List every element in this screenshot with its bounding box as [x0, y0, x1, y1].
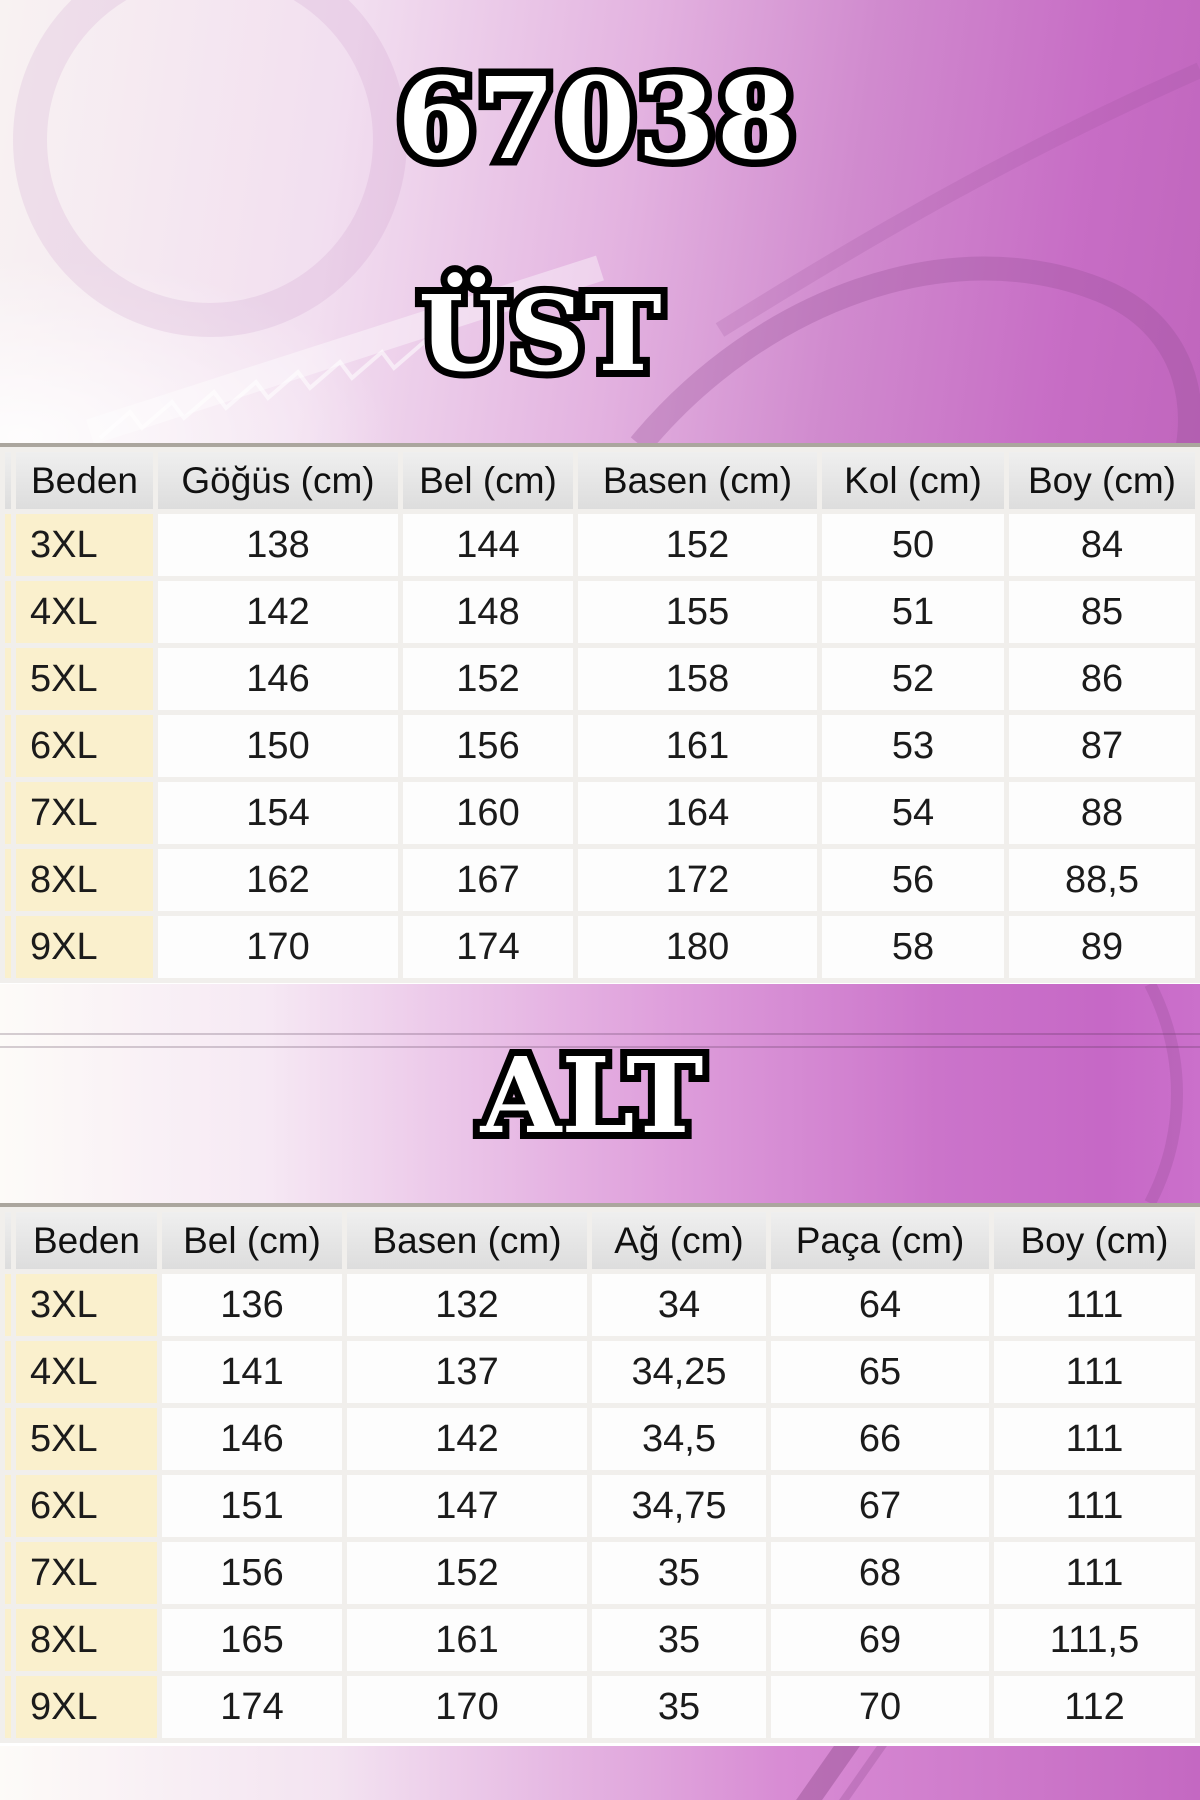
row-sliver	[5, 1274, 11, 1336]
size-value-cell: 85	[1009, 581, 1195, 643]
header-cell: Bel (cm)	[403, 452, 573, 509]
size-row	[5, 1676, 1195, 1738]
size-value-cell: 144	[403, 514, 573, 576]
size-row	[5, 782, 1195, 844]
size-row	[5, 648, 1195, 710]
size-value-cell: 146	[158, 648, 398, 710]
size-value-cell: 167	[403, 849, 573, 911]
size-value-cell: 65	[771, 1341, 989, 1403]
size-value-cell: 35	[592, 1542, 766, 1604]
header-cell: Paça (cm)	[771, 1212, 989, 1269]
size-label-cell: 4XL	[16, 581, 153, 643]
size-value-cell: 146	[162, 1408, 342, 1470]
product-code: 67038	[397, 54, 797, 185]
size-label-cell: 7XL	[16, 782, 153, 844]
size-value-cell: 67	[771, 1475, 989, 1537]
row-sliver	[5, 1609, 11, 1671]
row-sliver	[5, 648, 11, 710]
size-value-cell: 54	[822, 782, 1004, 844]
size-value-cell: 137	[347, 1341, 587, 1403]
size-value-cell: 68	[771, 1542, 989, 1604]
size-value-cell: 87	[1009, 715, 1195, 777]
size-value-cell: 162	[158, 849, 398, 911]
size-value-cell: 34,5	[592, 1408, 766, 1470]
header-cell: Basen (cm)	[347, 1212, 587, 1269]
size-value-cell: 111	[994, 1408, 1195, 1470]
size-value-cell: 165	[162, 1609, 342, 1671]
size-value-cell: 141	[162, 1341, 342, 1403]
row-sliver	[5, 916, 11, 978]
size-value-cell: 158	[578, 648, 817, 710]
size-value-cell: 147	[347, 1475, 587, 1537]
size-value-cell: 84	[1009, 514, 1195, 576]
size-value-cell: 174	[403, 916, 573, 978]
section-title-ust-text: ÜST	[418, 272, 662, 395]
size-value-cell: 152	[347, 1542, 587, 1604]
size-value-cell: 148	[403, 581, 573, 643]
size-value-cell: 64	[771, 1274, 989, 1336]
size-label-cell: 8XL	[16, 849, 153, 911]
size-label-cell: 6XL	[16, 715, 153, 777]
size-label-cell: 3XL	[16, 1274, 157, 1336]
size-value-cell: 151	[162, 1475, 342, 1537]
product-code-title	[0, 28, 1200, 188]
size-value-cell: 53	[822, 715, 1004, 777]
size-value-cell: 88	[1009, 782, 1195, 844]
size-value-cell: 34	[592, 1274, 766, 1336]
row-sliver	[5, 782, 11, 844]
header-cell: Beden	[16, 452, 153, 509]
column-sliver	[5, 1212, 11, 1269]
size-row	[5, 1475, 1195, 1537]
size-value-cell: 156	[162, 1542, 342, 1604]
section-title-alt	[0, 1014, 1200, 1174]
size-value-cell: 112	[994, 1676, 1195, 1738]
size-value-cell: 152	[578, 514, 817, 576]
size-value-cell: 174	[162, 1676, 342, 1738]
header-cell: Boy (cm)	[1009, 452, 1195, 509]
size-value-cell: 136	[162, 1274, 342, 1336]
size-row	[5, 1274, 1195, 1336]
size-value-cell: 35	[592, 1609, 766, 1671]
header-cell: Boy (cm)	[994, 1212, 1195, 1269]
size-value-cell: 56	[822, 849, 1004, 911]
size-value-cell: 142	[158, 581, 398, 643]
size-value-cell: 161	[578, 715, 817, 777]
size-label-cell: 5XL	[16, 1408, 157, 1470]
size-label-cell: 7XL	[16, 1542, 157, 1604]
row-sliver	[5, 1475, 11, 1537]
size-value-cell: 111,5	[994, 1609, 1195, 1671]
row-sliver	[5, 1676, 11, 1738]
size-row	[5, 581, 1195, 643]
size-value-cell: 34,75	[592, 1475, 766, 1537]
header-cell: Göğüs (cm)	[158, 452, 398, 509]
size-label-cell: 5XL	[16, 648, 153, 710]
header-cell: Ağ (cm)	[592, 1212, 766, 1269]
size-value-cell: 170	[347, 1676, 587, 1738]
header-cell: Basen (cm)	[578, 452, 817, 509]
size-value-cell: 66	[771, 1408, 989, 1470]
size-value-cell: 154	[158, 782, 398, 844]
size-label-cell: 8XL	[16, 1609, 157, 1671]
size-value-cell: 111	[994, 1475, 1195, 1537]
row-sliver	[5, 849, 11, 911]
size-row	[5, 514, 1195, 576]
size-row	[5, 1609, 1195, 1671]
size-value-cell: 51	[822, 581, 1004, 643]
size-value-cell: 180	[578, 916, 817, 978]
size-value-cell: 111	[994, 1274, 1195, 1336]
bottom-background	[0, 1746, 1200, 1800]
size-value-cell: 89	[1009, 916, 1195, 978]
size-row	[5, 1542, 1195, 1604]
size-value-cell: 86	[1009, 648, 1195, 710]
size-value-cell: 70	[771, 1676, 989, 1738]
size-value-cell: 170	[158, 916, 398, 978]
size-value-cell: 35	[592, 1676, 766, 1738]
size-value-cell: 58	[822, 916, 1004, 978]
row-sliver	[5, 514, 11, 576]
header-cell: Kol (cm)	[822, 452, 1004, 509]
middle-background	[0, 984, 1200, 1203]
size-value-cell: 172	[578, 849, 817, 911]
alt-size-table	[0, 1203, 1200, 1743]
size-value-cell: 34,25	[592, 1341, 766, 1403]
size-label-cell: 6XL	[16, 1475, 157, 1537]
header-row	[5, 452, 1195, 509]
size-value-cell: 132	[347, 1274, 587, 1336]
size-value-cell: 155	[578, 581, 817, 643]
size-value-cell: 111	[994, 1542, 1195, 1604]
row-sliver	[5, 1542, 11, 1604]
size-value-cell: 50	[822, 514, 1004, 576]
row-sliver	[5, 715, 11, 777]
ust-size-table	[0, 443, 1200, 983]
size-value-cell: 142	[347, 1408, 587, 1470]
size-value-cell: 52	[822, 648, 1004, 710]
size-row	[5, 916, 1195, 978]
size-row	[5, 1341, 1195, 1403]
section-title-ust	[0, 240, 1200, 400]
header-cell: Beden	[16, 1212, 157, 1269]
size-value-cell: 111	[994, 1341, 1195, 1403]
row-sliver	[5, 581, 11, 643]
size-value-cell: 150	[158, 715, 398, 777]
header-cell: Bel (cm)	[162, 1212, 342, 1269]
size-row	[5, 849, 1195, 911]
size-value-cell: 152	[403, 648, 573, 710]
header-row	[5, 1212, 1195, 1269]
size-label-cell: 4XL	[16, 1341, 157, 1403]
size-label-cell: 9XL	[16, 916, 153, 978]
column-sliver	[5, 452, 11, 509]
size-value-cell: 138	[158, 514, 398, 576]
row-sliver	[5, 1341, 11, 1403]
top-background	[0, 0, 1200, 445]
section-title-alt-text: ALT	[480, 1034, 704, 1157]
size-value-cell: 88,5	[1009, 849, 1195, 911]
size-value-cell: 156	[403, 715, 573, 777]
size-value-cell: 164	[578, 782, 817, 844]
size-row	[5, 715, 1195, 777]
size-value-cell: 160	[403, 782, 573, 844]
size-label-cell: 9XL	[16, 1676, 157, 1738]
row-sliver	[5, 1408, 11, 1470]
size-row	[5, 1408, 1195, 1470]
size-value-cell: 69	[771, 1609, 989, 1671]
size-label-cell: 3XL	[16, 514, 153, 576]
size-value-cell: 161	[347, 1609, 587, 1671]
